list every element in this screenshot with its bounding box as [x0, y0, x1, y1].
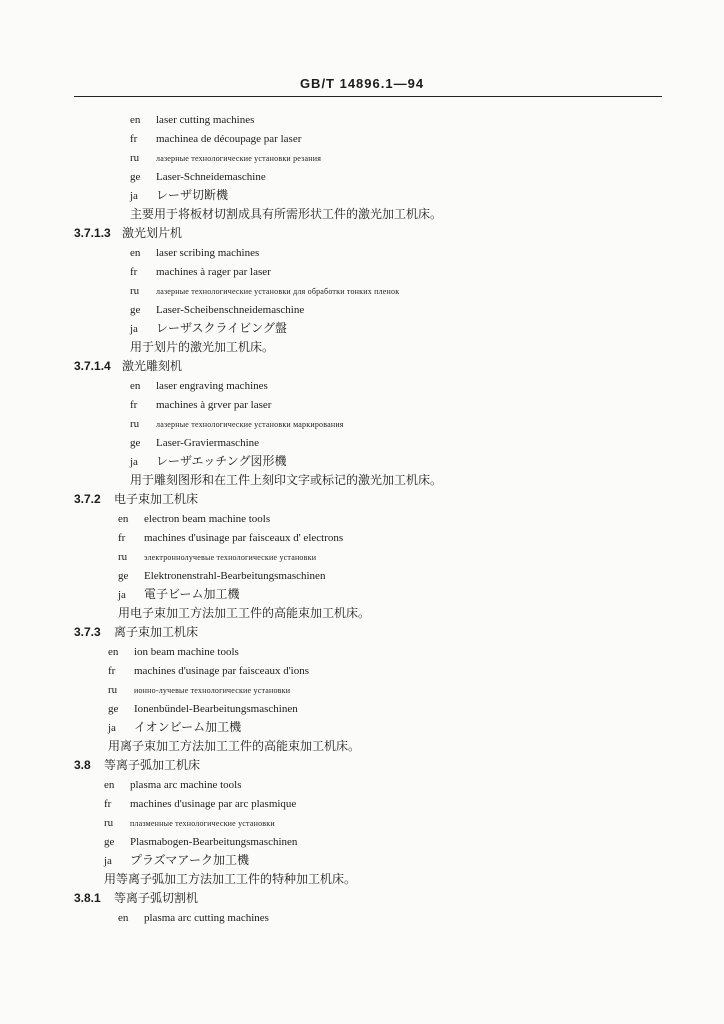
term-ja: ja イオンビーム加工機: [108, 720, 242, 734]
term-en: en laser engraving machines: [130, 380, 268, 392]
definition: 用于雕刻图形和在工件上刻印文字或标记的激光加工机床。: [130, 473, 443, 487]
term-en: en plasma arc machine tools: [104, 779, 242, 791]
term-ge: ge Elektronenstrahl-Bearbeitungsmaschinen: [118, 570, 326, 582]
term-en: en ion beam machine tools: [108, 646, 239, 658]
definition: 用等离子弧加工方法加工工件的特种加工机床。: [104, 872, 357, 886]
term-fr: fr machines d'usinage par faisceaux d' electrons: [118, 532, 344, 544]
term-ge: ge Plasmabogen-Bearbeitungsmaschinen: [104, 836, 298, 848]
term-ge: ge Laser-Scheibenschneidemaschine: [130, 304, 305, 316]
term-en: en electron beam machine tools: [118, 513, 271, 525]
term-fr: fr machines à grver par laser: [130, 399, 272, 411]
term-ru: ru ионно-лучевые технологические установки: [108, 684, 291, 696]
definition: 主要用于将板材切割成具有所需形状工件的激光加工机床。: [130, 207, 443, 221]
term-ja: ja レーザスクライビング盤: [130, 321, 287, 335]
section-heading: 3.8.1 等离子弧切割机: [74, 891, 199, 905]
term-en: en laser cutting machines: [130, 114, 255, 126]
header-rule: [74, 96, 662, 97]
term-ja: ja レーザエッチング図形機: [130, 454, 287, 468]
term-ja: ja レーザ切断機: [130, 188, 229, 202]
term-ja: ja プラズマアーク加工機: [104, 853, 250, 867]
term-fr: fr machinea de découpage par laser: [130, 133, 302, 145]
definition: 用电子束加工方法加工工件的高能束加工机床。: [118, 606, 371, 620]
term-ja: ja 電子ビーム加工機: [118, 587, 240, 601]
term-ge: ge Laser-Schneidemaschine: [130, 171, 266, 183]
term-ru: ru плазменные технологические установки: [104, 817, 275, 829]
term-en: en plasma arc cutting machines: [118, 912, 269, 924]
term-en: en laser scribing machines: [130, 247, 260, 259]
section-heading: 3.7.2 电子束加工机床: [74, 492, 199, 506]
term-ge: ge Ionenbündel-Bearbeitungsmaschinen: [108, 703, 298, 715]
term-ru: ru лазерные технологические установки маркирования: [130, 418, 344, 430]
term-ru: ru электроннолучевые технологические установки: [118, 551, 317, 563]
term-ge: ge Laser-Graviermaschine: [130, 437, 260, 449]
section-heading: 3.7.1.3 激光划片机: [74, 226, 183, 240]
term-fr: fr machines d'usinage par arc plasmique: [104, 798, 297, 810]
definition: 用于划片的激光加工机床。: [130, 340, 275, 354]
term-ru: ru лазерные технологические установки резания: [130, 152, 322, 164]
definition: 用离子束加工方法加工工件的高能束加工机床。: [108, 739, 361, 753]
term-fr: fr machines d'usinage par faisceaux d'ions: [108, 665, 310, 677]
term-ru: ru лазерные технологические установки для обработки тонких пленок: [130, 285, 400, 297]
term-fr: fr machines à rager par laser: [130, 266, 271, 278]
section-heading: 3.7.3 离子束加工机床: [74, 625, 199, 639]
section-heading: 3.8 等离子弧加工机床: [74, 758, 201, 772]
page-header: GB/T 14896.1—94: [299, 76, 425, 91]
section-heading: 3.7.1.4 激光雕刻机: [74, 359, 183, 373]
